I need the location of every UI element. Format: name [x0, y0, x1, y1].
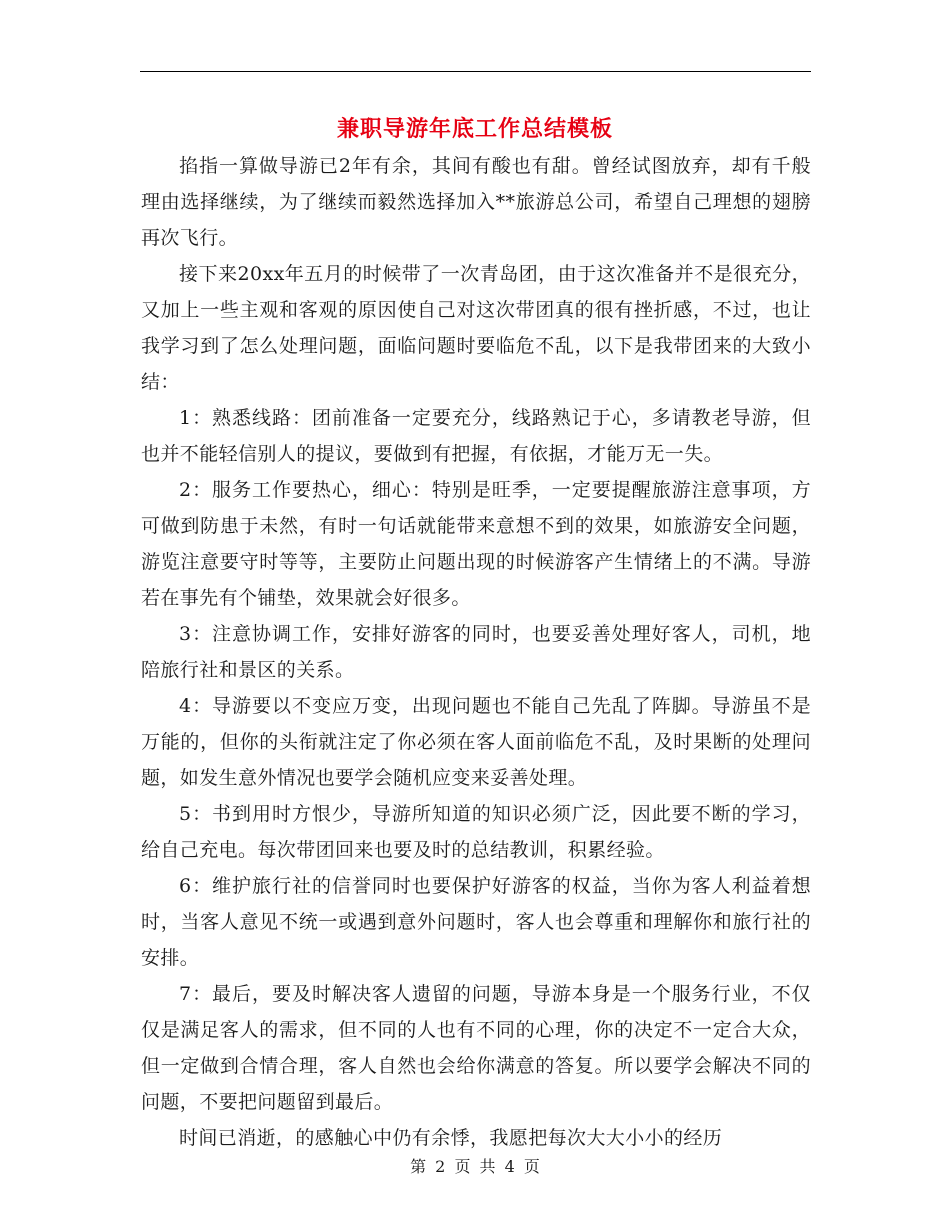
paragraph-point-2: 2：服务工作要热心，细心：特别是旺季，一定要提醒旅游注意事项，方可做到防患于未然，有时一句话就能带来意想不到的效果，如旅游安全问题，游览注意要守时等等，主要防止问题出现的时候游客产生情绪上的不满。导游若在事先有个铺垫，效果就会好很多。: [141, 479, 811, 609]
document-title: 兼职导游年底工作总结模板: [336, 116, 613, 142]
paragraph-point-3: 3：注意协调工作，安排好游客的同时，也要妥善处理好客人，司机，地陪旅行社和景区的关系。: [141, 623, 811, 681]
document-body: [141, 148, 811, 1156]
paragraph-closing: 时间已消逝，的感触心中仍有余悸，我愿把每次大大小小的经历: [179, 1127, 723, 1149]
paragraph-point-7: 7：最后，要及时解决客人遗留的问题，导游本身是一个服务行业，不仅仅是满足客人的需求，但不同的人也有不同的心理，你的决定不一定合大众，但一定做到合情合理，客人自然也会给你满意的答复。所以要学会解决不同的问题，不要把问题留到最后。: [141, 983, 811, 1113]
page-number-footer: 第 2 页 共 4 页: [410, 1157, 540, 1176]
paragraph-point-5: 5：书到用时方恨少，导游所知道的知识必须广泛，因此要不断的学习，给自己充电。每次带团回来也要及时的总结教训，积累经验。: [141, 803, 811, 861]
paragraph-point-6: 6：维护旅行社的信誉同时也要保护好游客的权益，当你为客人利益着想时，当客人意见不统一或遇到意外问题时，客人也会尊重和理解你和旅行社的安排。: [141, 875, 811, 969]
paragraph-qingdao-tour: 接下来20xx年五月的时候带了一次青岛团，由于这次准备并不是很充分，又加上一些主观和客观的原因使自己对这次带团真的很有挫折感，不过，也让我学习到了怎么处理问题，面临问题时要临危不乱，以下是我带团来的大致小结：: [141, 263, 811, 393]
header-rule: [140, 71, 811, 72]
paragraph-point-1: 1：熟悉线路：团前准备一定要充分，线路熟记于心，多请教老导游，但也并不能轻信别人的提议，要做到有把握，有依据，才能万无一失。: [141, 407, 811, 465]
paragraph-intro: 掐指一算做导游已2年有余，其间有酸也有甜。曾经试图放弃，却有千般理由选择继续，为了继续而毅然选择加入**旅游总公司，希望自己理想的翅膀再次飞行。: [141, 155, 811, 249]
paragraph-point-4: 4：导游要以不变应万变，出现问题也不能自己先乱了阵脚。导游虽不是万能的，但你的头衔就注定了你必须在客人面前临危不乱，及时果断的处理问题，如发生意外情况也要学会随机应变来妥善处理。: [141, 695, 811, 789]
